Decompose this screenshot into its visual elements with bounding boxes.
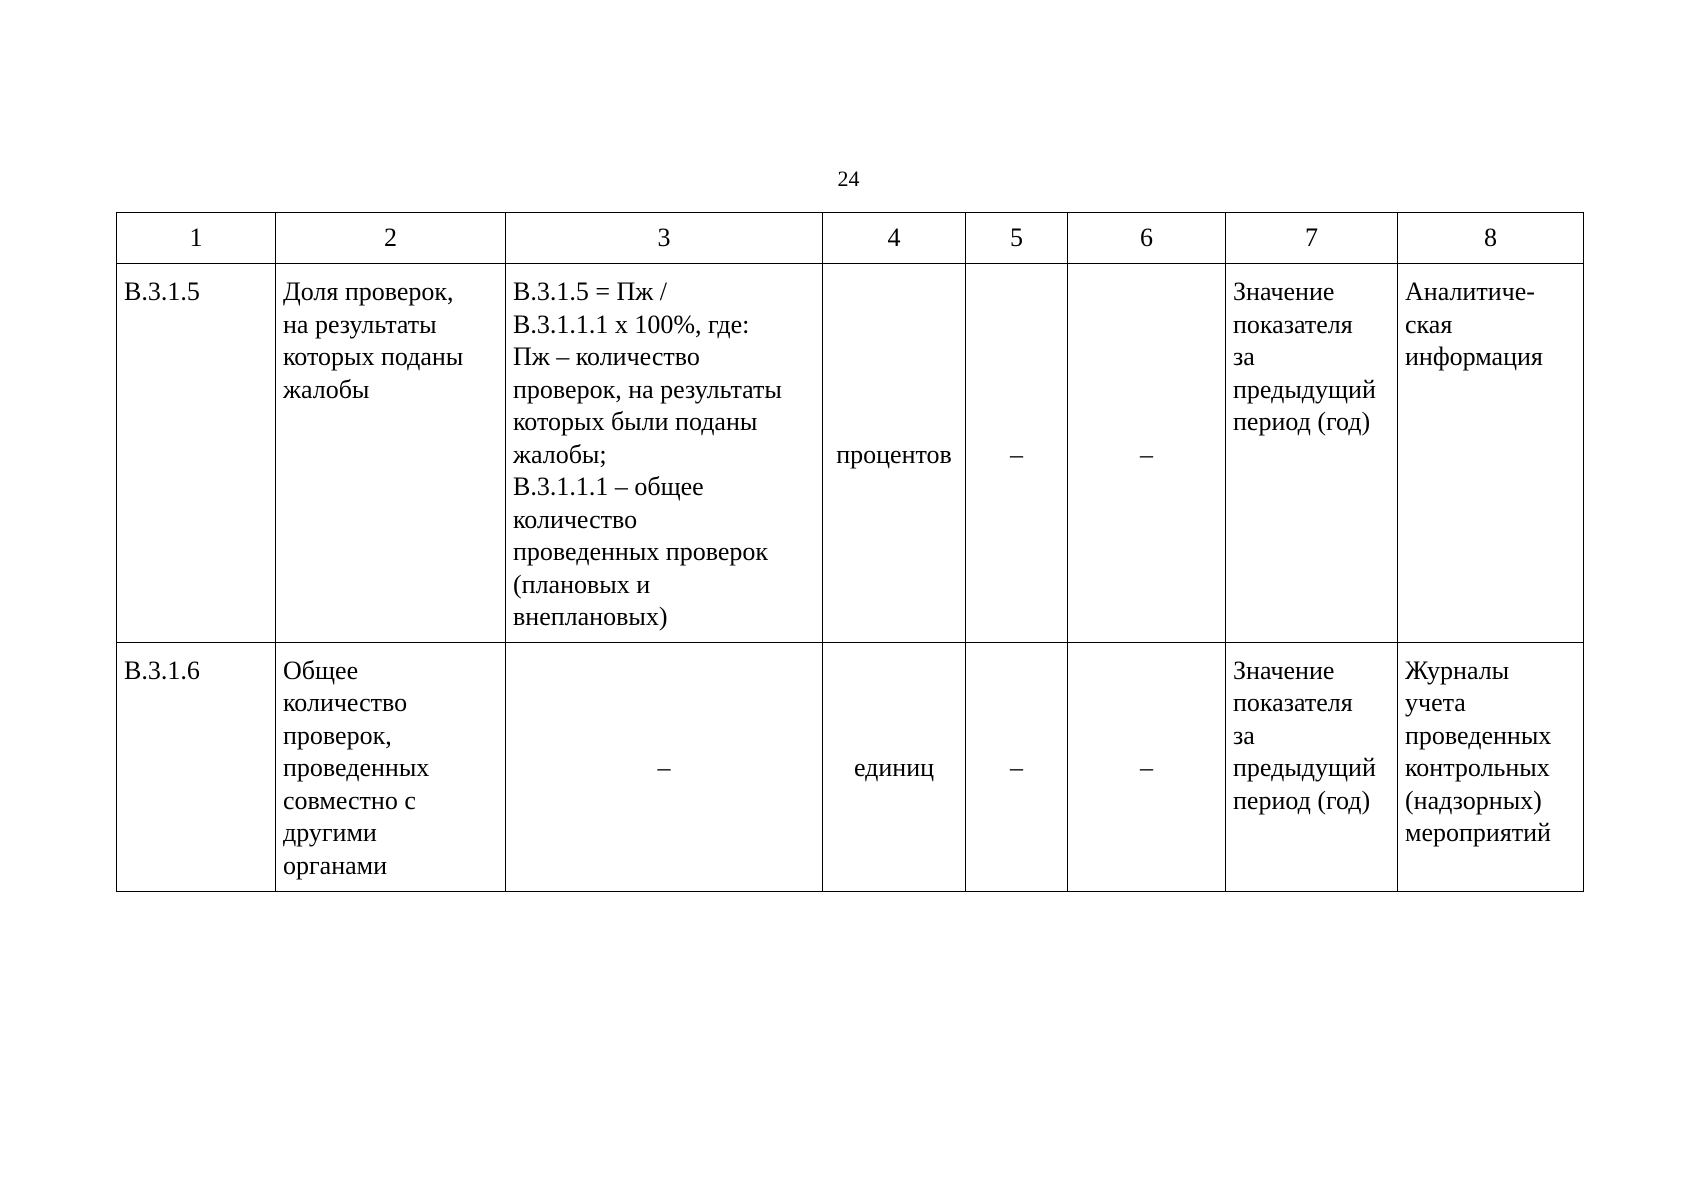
text-line: Журналы [1405, 655, 1510, 685]
text-line: жалобы [283, 374, 370, 404]
text-line: за [1233, 720, 1255, 750]
indicator-code-cell: В.3.1.6 [117, 642, 276, 891]
header-cell-8: 8 [1398, 213, 1584, 264]
formula-cell [506, 264, 823, 643]
base-value-cell [1226, 264, 1398, 643]
text-line: внеплановых) [513, 602, 668, 631]
text-line: контрольных [1405, 753, 1550, 782]
indicator-code-cell: В.3.1.5 [117, 264, 276, 643]
page-number: 24 [837, 166, 860, 191]
text-line: за [1233, 342, 1255, 371]
header-cell-6: 6 [1068, 213, 1226, 264]
text-line: В.3.1.1.1 х 100%, где: [513, 309, 750, 339]
text-line: период (год) [1233, 785, 1371, 815]
text-line: которых были поданы [513, 407, 758, 436]
text-line: показателя [1233, 688, 1353, 717]
text-line: В.3.1.5 = Пж / [513, 277, 667, 306]
indicator-name-cell [276, 642, 506, 891]
header-cell-3: 3 [506, 213, 823, 264]
text-line: предыдущий [1233, 374, 1376, 404]
text-line: предыдущий [1233, 753, 1376, 782]
header-cell-7: 7 [1226, 213, 1398, 264]
text-line: Доля проверок, [283, 277, 454, 306]
text-line: Значение [1233, 277, 1335, 306]
text-line: (надзорных) [1405, 785, 1542, 815]
indicator-name-cell [276, 264, 506, 643]
text-line: проведенных [283, 753, 430, 782]
text-line: информация [1405, 342, 1543, 371]
header-cell-1: 1 [117, 213, 276, 264]
table-header-row [117, 213, 1584, 264]
text-line: проверок, на результаты [513, 374, 782, 404]
unit-cell: единиц [823, 642, 966, 891]
text-line: период (год) [1233, 407, 1371, 436]
text-line: проведенных [1405, 720, 1552, 750]
text-line: другими [283, 818, 377, 847]
table-row [117, 264, 1584, 643]
text-line: совместно с [283, 785, 416, 815]
text-line: количество [283, 688, 408, 717]
text-line: В.3.1.1.1 – общее [513, 472, 704, 501]
col5-cell: – [966, 264, 1068, 643]
text-line: проведенных проверок [513, 537, 769, 566]
text-line: на результаты [283, 309, 437, 339]
indicators-table [116, 212, 1584, 892]
col5-cell: – [966, 642, 1068, 891]
base-value-cell [1226, 642, 1398, 891]
formula-cell: – [506, 642, 823, 891]
text-line: жалобы; [513, 439, 607, 469]
source-cell [1398, 264, 1584, 643]
text-line: Аналитиче- [1405, 277, 1535, 306]
col6-cell: – [1068, 642, 1226, 891]
text-line: Пж – количество [513, 342, 700, 371]
header-cell-2: 2 [276, 213, 506, 264]
source-cell [1398, 642, 1584, 891]
header-cell-5: 5 [966, 213, 1068, 264]
text-line: учета [1405, 688, 1466, 717]
text-line: количество [513, 504, 638, 534]
text-line: проверок, [283, 720, 392, 750]
text-line: Общее [283, 655, 359, 685]
text-line: (плановых и [513, 569, 651, 599]
text-line: ская [1405, 309, 1453, 339]
text-line: Значение [1233, 655, 1335, 685]
unit-cell: процентов [823, 264, 966, 643]
text-line: органами [283, 850, 388, 880]
text-line: показателя [1233, 309, 1353, 339]
text-line: которых поданы [283, 342, 464, 371]
col6-cell: – [1068, 264, 1226, 643]
table-row [117, 642, 1584, 891]
header-cell-4: 4 [823, 213, 966, 264]
text-line: мероприятий [1405, 818, 1551, 847]
